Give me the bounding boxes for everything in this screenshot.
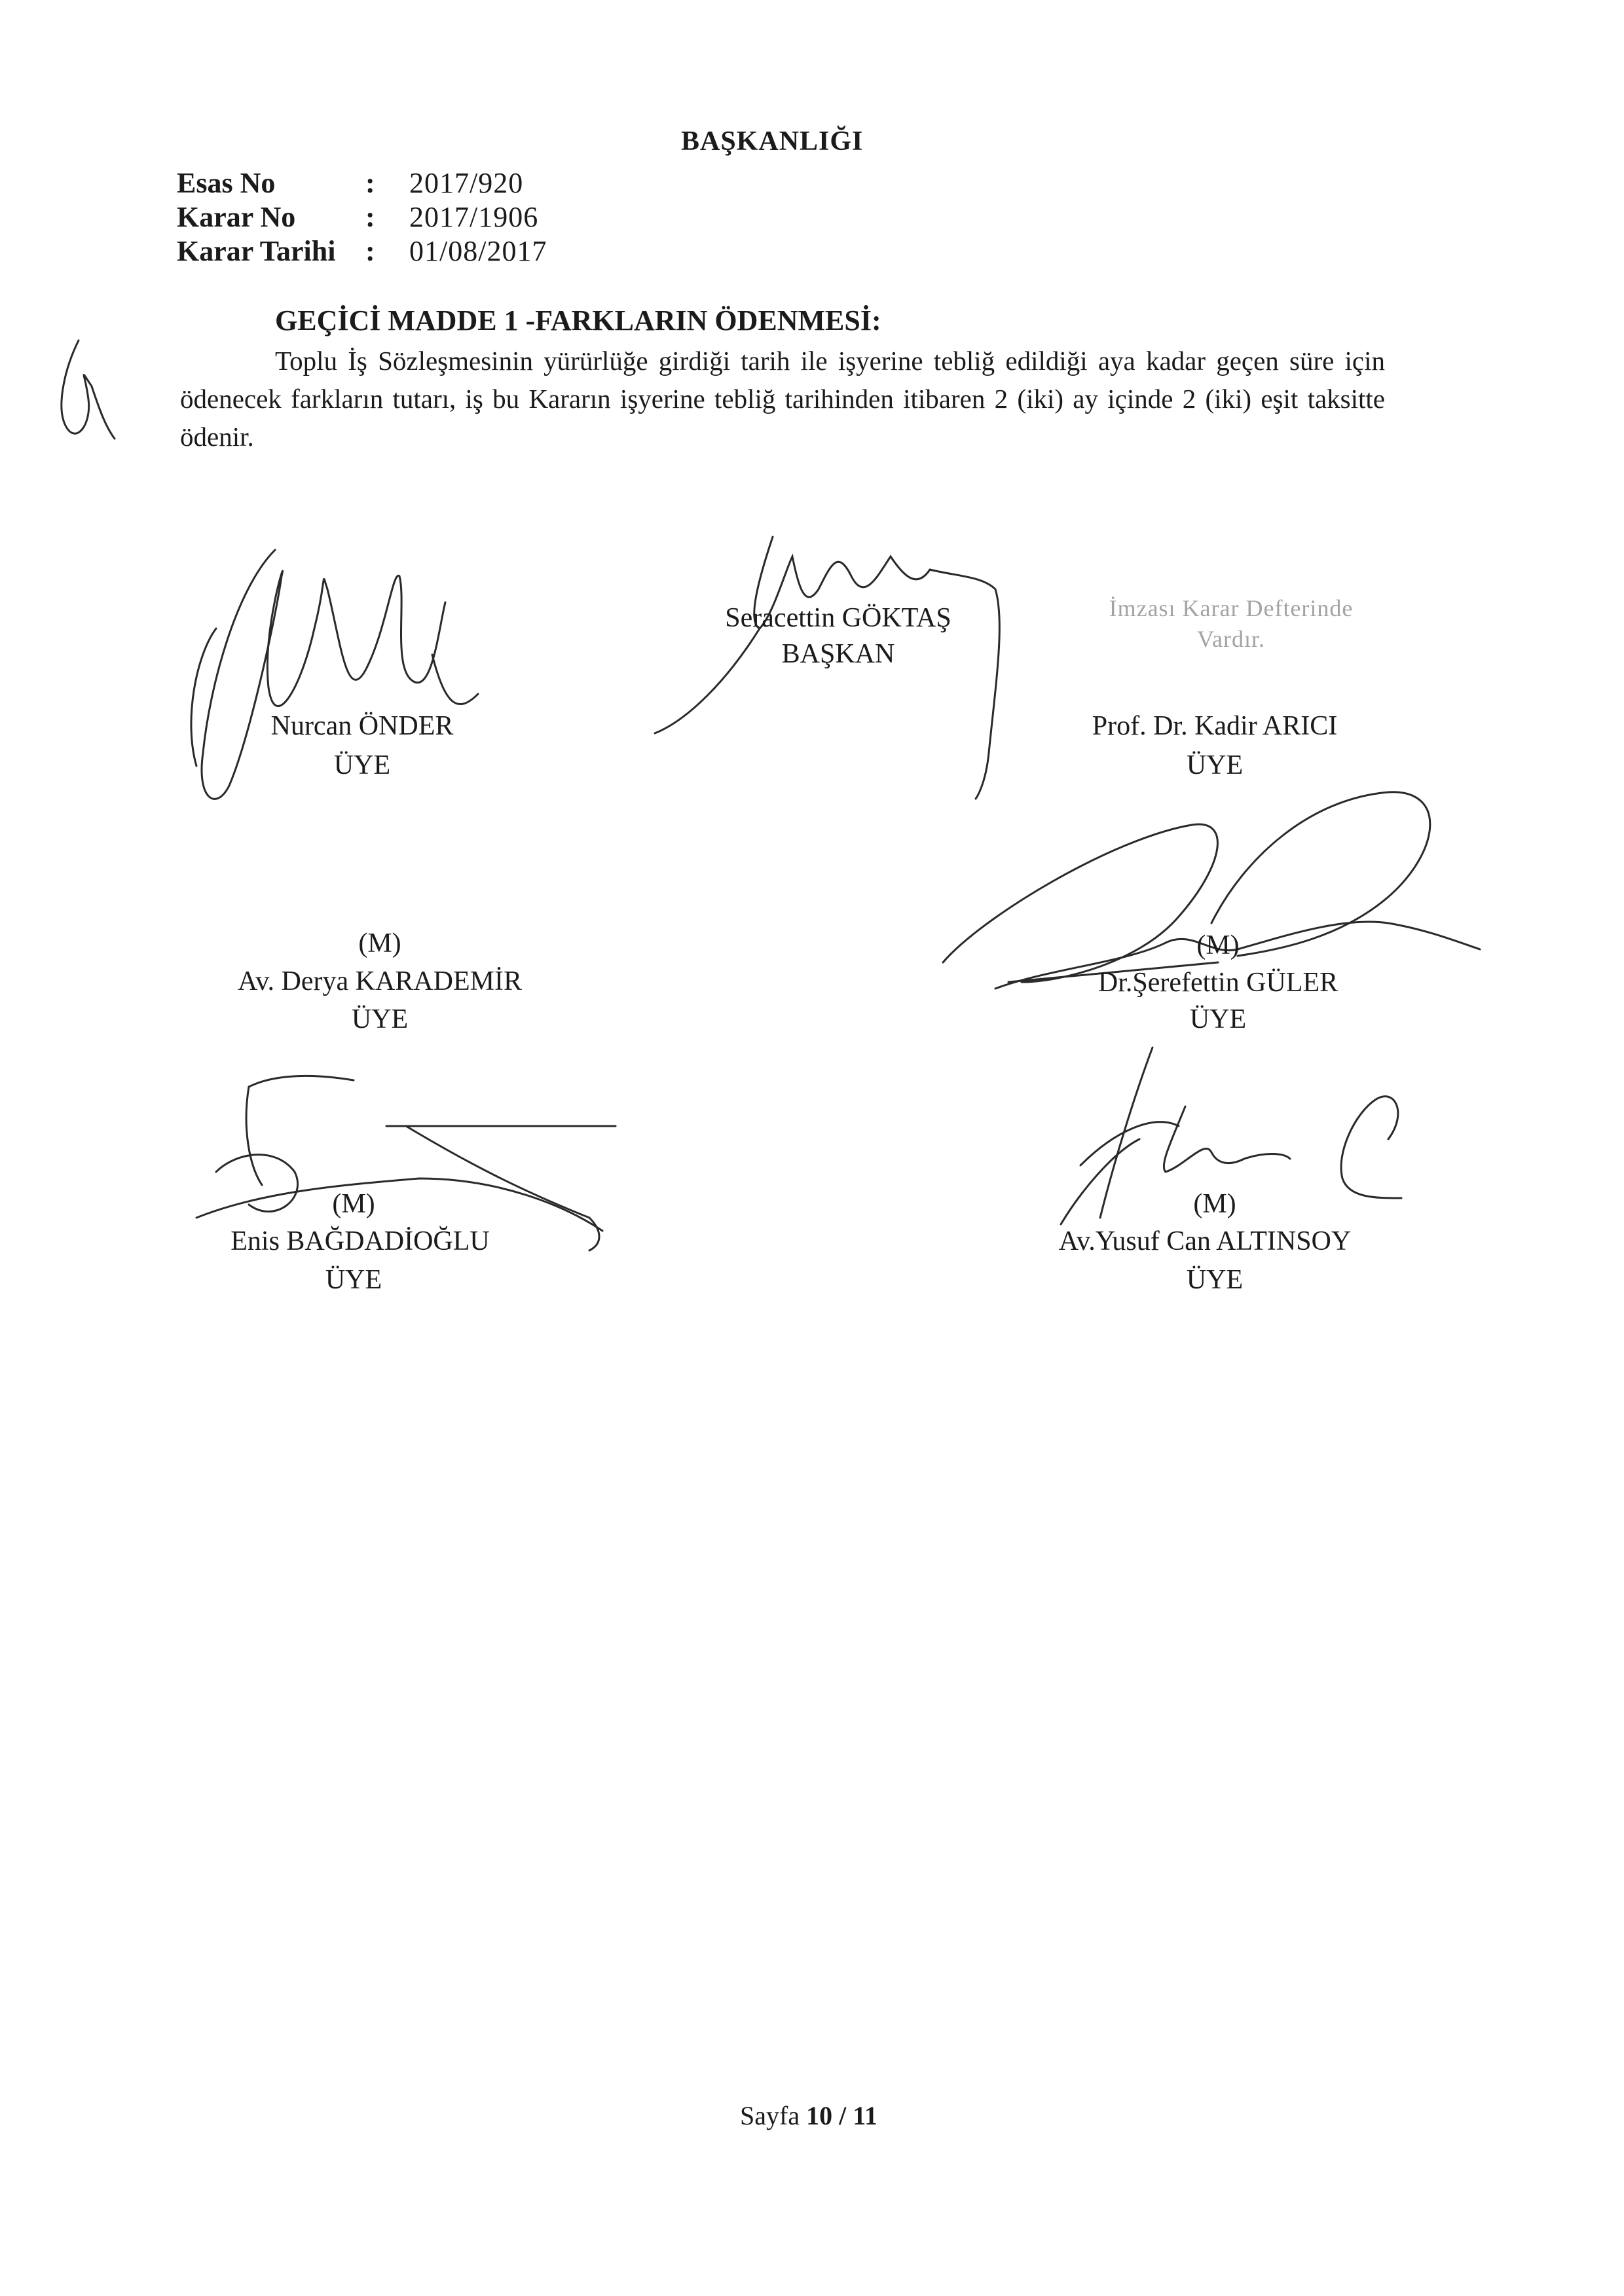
signatory-mark-karademir: (M) <box>358 928 401 958</box>
article-title: GEÇİCİ MADDE 1 -FARKLARIN ÖDENMESİ: <box>275 304 881 337</box>
signatory-name-onder: Nurcan ÖNDER <box>270 711 454 741</box>
karar-tarihi-label: Karar Tarihi <box>177 235 336 267</box>
signatory-role-arici: ÜYE <box>1186 750 1244 780</box>
karar-no-colon: : <box>365 201 375 233</box>
signatory-mark-altinsoy: (M) <box>1193 1189 1236 1219</box>
page-header-title: BAŞKANLIĞI <box>681 126 864 156</box>
karar-tarihi-value: 01/08/2017 <box>409 235 547 267</box>
signatory-role-guler: ÜYE <box>1189 1004 1247 1034</box>
article-body: Toplu İş Sözleşmesinin yürürlüğe girdiği tarih ile işyerine tebliğ edildiği aya kadar geçen süre için ödenecek farkların tutarı, iş bu Kararın işyerine tebliğ tarihinden itibaren 2 (iki) ay içinde 2 (iki) eşit taksitte ödenir. <box>180 346 1385 452</box>
karar-no-label: Karar No <box>177 201 296 233</box>
karar-no-value: 2017/1906 <box>409 201 539 233</box>
signatory-name-arici: Prof. Dr. Kadir ARICI <box>1092 711 1338 741</box>
page-footer <box>740 2100 877 2131</box>
signatory-role-altinsoy: ÜYE <box>1186 1265 1244 1295</box>
karar-tarihi-colon: : <box>365 235 375 267</box>
esas-no-value: 2017/920 <box>409 167 524 199</box>
signatory-role-karademir: ÜYE <box>351 1004 409 1034</box>
signatory-mark-guler: (M) <box>1196 930 1240 960</box>
esas-no-label: Esas No <box>177 167 276 199</box>
signatory-name-guler: Dr.Şerefettin GÜLER <box>1098 968 1338 998</box>
signatory-name-karademir: Av. Derya KARADEMİR <box>238 966 522 996</box>
page-footer-prefix: Sayfa <box>740 2101 807 2130</box>
signatory-name-goktas: Seracettin GÖKTAŞ <box>725 603 951 633</box>
esas-no-colon: : <box>365 167 375 199</box>
signatory-role-bagdadioglu: ÜYE <box>325 1265 382 1295</box>
signature-note-line2: Vardır. <box>1197 626 1265 652</box>
signatory-mark-bagdadioglu: (M) <box>332 1189 375 1219</box>
page-number: 10 / 11 <box>806 2101 877 2130</box>
signatory-role-goktas: BAŞKAN <box>781 639 895 669</box>
signatory-name-altinsoy: Av.Yusuf Can ALTINSOY <box>1058 1226 1352 1256</box>
signature-note-line1: İmzası Karar Defterinde <box>1109 595 1354 621</box>
signatory-role-onder: ÜYE <box>333 750 391 780</box>
signatory-name-bagdadioglu: Enis BAĞDADİOĞLU <box>231 1226 490 1256</box>
